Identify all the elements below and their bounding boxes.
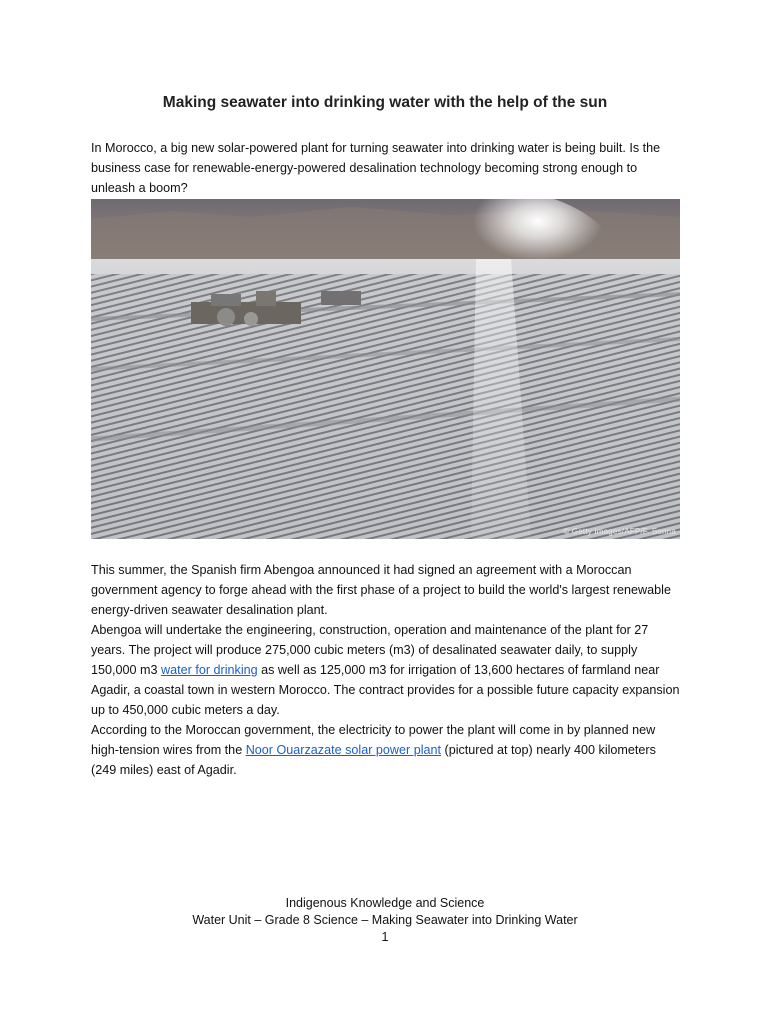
footer-line-2: Water Unit – Grade 8 Science – Making Seawater into Drinking Water [192,913,578,927]
photo-credit: © Getty Images/AFP/F. Senna [563,527,676,536]
intro-paragraph: In Morocco, a big new solar-powered plant for turning seawater into drinking water is being built. Is the business case for renewable-energy-powered desalination technology becoming strong enough to unleash a boom? [91,141,661,195]
noor-ouarzazate-link[interactable]: Noor Ouarzazate solar power plant [245,743,442,757]
document-title: Making seawater into drinking water with the help of the sun [162,94,608,111]
page-footer [0,895,770,946]
paragraph-3: According to the Moroccan government, the electricity to power the plant will come in by planned new high-tension wires from the Noor Ouarzazate solar power plant (pictured at top) nearly 400 kilometers (249 miles) east of Agadir. [91,723,656,777]
page-number: 1 [381,930,389,944]
water-for-drinking-link[interactable]: water for drinking [161,663,258,677]
body-text [91,560,683,780]
solar-plant-photo [91,199,680,539]
paragraph-2: Abengoa will undertake the engineering, construction, operation and maintenance of the plant for 27 years. The project will produce 275,000 cubic meters (m3) of desalinated seawater daily, to supply 150,000 m3 water for drinking as well as 125,000 m3 for irrigation of 13,600 hectares of farmland near Agadir, a coastal town in western Morocco. The contract provides for a possible future capacity expansion up to 450,000 cubic meters a day. [91,623,680,717]
paragraph-1: This summer, the Spanish firm Abengoa announced it had signed an agreement with a Moroccan government agency to forge ahead with the first phase of a project to build the world's largest renewable energy-driven seawater desalination plant. [91,563,671,617]
footer-line-1: Indigenous Knowledge and Science [285,896,485,910]
